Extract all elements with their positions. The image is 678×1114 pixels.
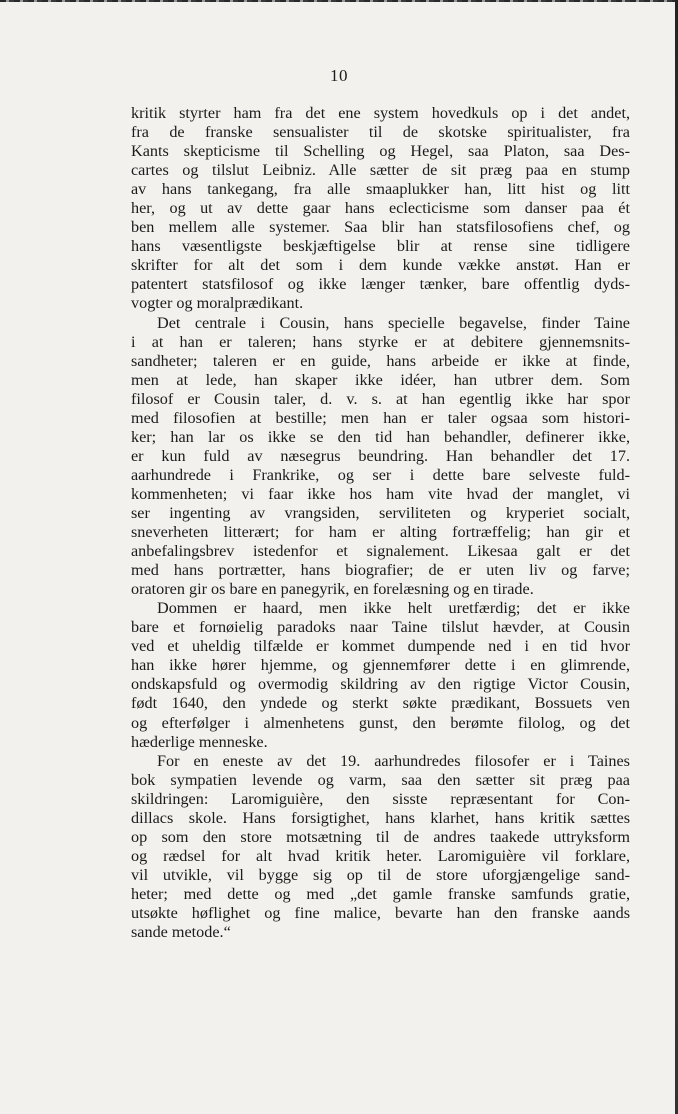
text-line: men at lede, han skaper ikke idéer, han utbrer dem. Som (131, 370, 630, 389)
text-line: ker; han lar os ikke se den tid han behandler, definerer ikke, (131, 427, 630, 446)
text-line: ser ingenting av vrangsiden, serviliteten og kryperiet socialt, (131, 503, 630, 522)
text-line: Kants skepticisme til Schelling og Hegel, saa Platon, saa Des- (131, 142, 630, 161)
text-line: dillacs skole. Hans forsigtighet, hans klarhet, hans kritik sættes (131, 808, 630, 827)
text-line: filosof er Cousin taler, d. v. s. at han egentlig ikke har spor (131, 389, 630, 408)
text-line: anbefalingsbrev istedenfor et signalement. Likesaa galt er det (131, 542, 630, 561)
text-line: er kun fuld av næsegrus beundring. Han behandler det 17. (131, 446, 630, 465)
text-line: i at han er taleren; hans styrke er at debitere gjennemsnits- (131, 332, 630, 351)
text-line: og efterfølger i almenhetens gunst, den berømte filolog, og det (131, 713, 630, 732)
text-line: hans væsentligste beskjæftigelse blir at rense sine tidligere (131, 237, 630, 256)
text-line: vogter og moralprædikant. (131, 294, 304, 313)
text-line: op som den store motsætning til de andres taakede uttryksform (131, 827, 630, 846)
text-line: og rædsel for alt hvad kritik heter. Laromiguière vil forklare, (131, 846, 630, 865)
text-line: med hans portrætter, hans biografier; de er uten liv og farve; (131, 561, 630, 580)
text-line: heter; med dette og med „det gamle franske samfunds gratie, (131, 884, 630, 903)
text-line: Det centrale i Cousin, hans specielle begavelse, finder Taine (157, 313, 630, 332)
text-line: kritik styrter ham fra det ene system hovedkuls op i det andet, (131, 104, 630, 122)
text-line: bare et fornøielig paradoks naar Taine tilslut hævder, at Cousin (131, 618, 630, 637)
page-number: 10 (330, 66, 348, 85)
text-line: vil utvikle, vil bygge sig op til de store uforgjængelige sand- (131, 865, 630, 884)
text-line: sandheter; taleren er en guide, hans arbeide er ikke at finde, (131, 351, 630, 370)
text-line: kommenheten; vi faar ikke hos ham vite hvad der manglet, vi (131, 484, 630, 503)
text-line: med filosofien at bestille; men han er taler ogsaa som histori- (131, 408, 630, 427)
text-line: utsøkte høflighet og fine malice, bevarte han den franske aands (131, 903, 630, 922)
text-line: av hans tankegang, fra alle smaaplukker han, litt hist og litt (131, 180, 630, 199)
text-line: patentert statsfilosof og ikke længer tænker, bare offentlig dyds- (131, 275, 630, 294)
text-line: her, og ut av dette gaar hans eclecticisme som danser paa ét (131, 199, 630, 218)
text-line: oratoren gir os bare en panegyrik, en forelæsning og en tirade. (131, 580, 534, 599)
text-line: ved et uheldig tilfælde er kommet dumpende ned i en tid hvor (131, 637, 630, 656)
text-line: født 1640, den yndede og sterkt søkte prædikant, Bossuets ven (131, 694, 630, 713)
text-line: skrifter for alt det som i dem kunde vække anstøt. Han er (131, 256, 630, 275)
body-text (131, 104, 630, 942)
text-line: sande metode.“ (131, 923, 231, 942)
page-top-edge (0, 0, 678, 2)
text-line: cartes og tilslut Leibniz. Alle sætter de sit præg paa en stump (131, 161, 630, 180)
text-line: ondskapsfuld og overmodig skildring av den rigtige Victor Cousin, (131, 675, 630, 694)
text-line: Dommen er haard, men ikke helt uretfærdig; det er ikke (157, 599, 630, 618)
text-line: hæderlige menneske. (131, 732, 268, 751)
text-line: For en eneste av det 19. aarhundredes filosofer er i Taines (157, 751, 630, 770)
text-line: aarhundrede i Frankrike, og ser i dette bare selveste fuld- (131, 465, 630, 484)
text-line: sneverheten litterært; for ham er alting fortræffelig; han gir et (131, 523, 630, 542)
text-line: bok sympatien levende og varm, saa den sætter sit præg paa (131, 770, 630, 789)
text-line: fra de franske sensualister til de skotske spiritualister, fra (131, 123, 630, 142)
text-line: ben mellem alle systemer. Saa blir han statsfilosofiens chef, og (131, 218, 630, 237)
text-line: han ikke hører hjemme, og gjennemfører dette i en glimrende, (131, 656, 630, 675)
text-line: skildringen: Laromiguière, den sisste repræsentant for Con- (131, 789, 630, 808)
